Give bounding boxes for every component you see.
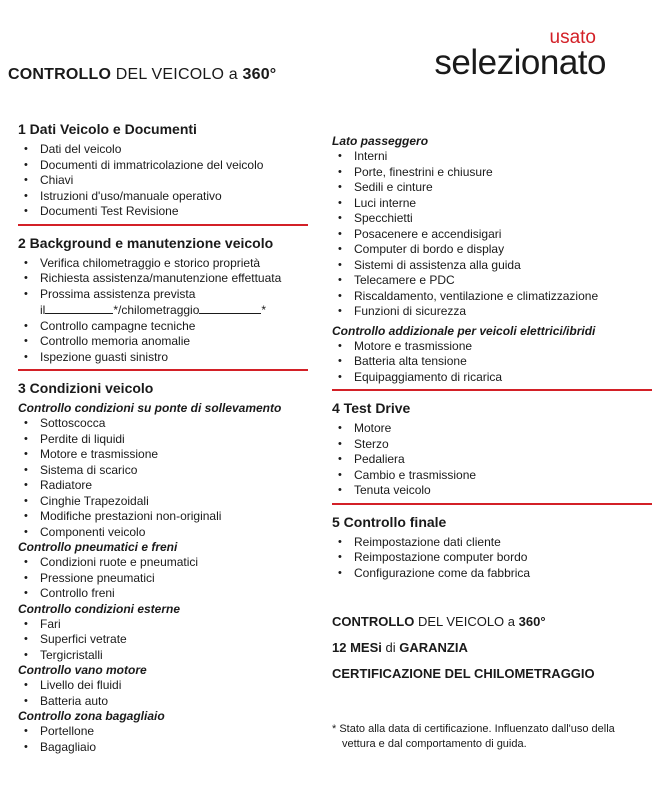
section-divider [332, 503, 652, 505]
list-item: • Batteria auto [18, 694, 308, 710]
title-bold: CONTROLLO [8, 66, 112, 83]
list-item: • Documenti Test Revisione [18, 204, 308, 220]
list-item: • Ispezione guasti sinistro [18, 350, 308, 366]
group-electric-list [332, 339, 652, 386]
warranty-di: di [385, 640, 396, 655]
list-item: • Riscaldamento, ventilazione e climatizzazione [332, 289, 652, 305]
list-item: • Bagagliaio [18, 740, 308, 756]
certification-text: CERTIFICAZIONE DEL CHILOMETRAGGIO [332, 666, 595, 681]
group-passenger-title: Lato passeggero [332, 134, 429, 148]
summary-block [332, 614, 652, 692]
section-2-list-continued [18, 319, 308, 366]
list-item: • Controllo memoria anomalie [18, 334, 308, 350]
list-item: • Specchietti [332, 211, 652, 227]
list-item: • Sedili e cinture [332, 180, 652, 196]
section-divider [332, 389, 652, 391]
list-item: • Computer di bordo e display [332, 242, 652, 258]
list-item: • Pedaliera [332, 452, 652, 468]
group-lift-title: Controllo condizioni su ponte di sollevamento [18, 401, 282, 415]
list-item: • Cinghie Trapezoidali [18, 494, 308, 510]
blank-prefix: il [40, 303, 46, 317]
list-item: • Batteria alta tensione [332, 354, 652, 370]
summary-light: DEL VEICOLO a [417, 614, 516, 629]
page-title [8, 66, 276, 84]
brand-logo [434, 27, 606, 82]
footnote-line-2: vettura e dal comportamento di guida. [342, 738, 527, 750]
list-item: • Cambio e trasmissione [332, 468, 652, 484]
list-item: • Motore e trasmissione [18, 447, 308, 463]
list-item: • Interni [332, 149, 652, 165]
list-item: • Condizioni ruote e pneumatici [18, 555, 308, 571]
group-exterior-title: Controllo condizioni esterne [18, 601, 181, 616]
title-light: DEL VEICOLO a [115, 66, 238, 83]
list-item: • Fari [18, 617, 308, 633]
summary-line-warranty [332, 640, 652, 656]
section-divider [18, 224, 308, 226]
list-item: • Portellone [18, 724, 308, 740]
warranty-months: 12 MESi [332, 640, 382, 655]
list-item: • Chiavi [18, 173, 308, 189]
section-1-list [18, 142, 308, 220]
list-item: • Dati del veicolo [18, 142, 308, 158]
section-1-title: 1 Dati Veicolo e Documenti [18, 121, 197, 137]
section-5-list [332, 535, 652, 582]
section-divider [18, 369, 308, 371]
list-item: • Superfici vetrate [18, 632, 308, 648]
list-item: • Porte, finestrini e chiusure [332, 165, 652, 181]
list-item: • Prossima assistenza prevista [18, 287, 308, 303]
blank-mid: */chilometraggio [113, 303, 200, 317]
group-tyres-list [18, 555, 308, 602]
list-item: • Sottoscocca [18, 416, 308, 432]
section-3-title: 3 Condizioni veicolo [18, 380, 154, 396]
section-4-title: 4 Test Drive [332, 400, 411, 416]
list-item: • Posacenere e accendisigari [332, 227, 652, 243]
footnote [332, 722, 652, 752]
list-item: • Pressione pneumatici [18, 571, 308, 587]
section-2-title: 2 Background e manutenzione veicolo [18, 234, 274, 251]
summary-line-360 [332, 614, 652, 630]
title-degree: 360° [242, 66, 277, 83]
group-passenger-list [332, 149, 652, 320]
group-tyres-title: Controllo pneumatici e freni [18, 540, 178, 554]
list-item: • Equipaggiamento di ricarica [332, 370, 652, 386]
list-item: • Motore e trasmissione [332, 339, 652, 355]
km-blank [199, 302, 261, 314]
list-item: • Controllo campagne tecniche [18, 319, 308, 335]
next-service-blank-line [18, 302, 308, 319]
group-exterior-list [18, 617, 308, 664]
list-item: • Istruzioni d'uso/manuale operativo [18, 189, 308, 205]
list-item: • Reimpostazione computer bordo [332, 550, 652, 566]
list-item: • Richiesta assistenza/manutenzione effettuata [18, 271, 308, 287]
list-item: • Sistema di scarico [18, 463, 308, 479]
list-item: • Tenuta veicolo [332, 483, 652, 499]
list-item: • Luci interne [332, 196, 652, 212]
list-item: • Funzioni di sicurezza [332, 304, 652, 320]
list-item: • Documenti di immatricolazione del veicolo [18, 158, 308, 174]
list-item: • Sterzo [332, 437, 652, 453]
list-item: • Modifiche prestazioni non-originali [18, 509, 308, 525]
summary-degree: 360° [518, 614, 546, 629]
summary-line-certification [332, 666, 652, 682]
logo-selezionato: selezionato [434, 43, 606, 82]
footnote-line-1: * Stato alla data di certificazione. Influenzato dall'uso della [332, 723, 615, 735]
blank-suffix: * [261, 303, 267, 317]
date-blank [45, 302, 113, 314]
group-boot-title: Controllo zona bagagliaio [18, 709, 165, 723]
list-item: • Radiatore [18, 478, 308, 494]
section-4-list [332, 421, 652, 499]
summary-bold: CONTROLLO [332, 614, 415, 629]
right-column [332, 134, 652, 581]
section-2-list [18, 256, 308, 303]
list-item: • Reimpostazione dati cliente [332, 535, 652, 551]
list-item: • Verifica chilometraggio e storico proprietà [18, 256, 308, 272]
left-column [18, 120, 308, 755]
list-item: • Perdite di liquidi [18, 432, 308, 448]
list-item: • Livello dei fluidi [18, 678, 308, 694]
group-electric-title: Controllo addizionale per veicoli elettrici/ibridi [332, 323, 596, 338]
list-item: • Componenti veicolo [18, 525, 308, 541]
list-item: • Configurazione come da fabbrica [332, 566, 652, 582]
group-engine-bay-title: Controllo vano motore [18, 663, 147, 677]
warranty-word: GARANZIA [399, 640, 468, 655]
group-boot-list [18, 724, 308, 755]
section-5-title: 5 Controllo finale [332, 513, 447, 530]
list-item: • Controllo freni [18, 586, 308, 602]
list-item: • Tergicristalli [18, 648, 308, 664]
list-item: • Motore [332, 421, 652, 437]
group-engine-bay-list [18, 678, 308, 709]
list-item: • Sistemi di assistenza alla guida [332, 258, 652, 274]
list-item: • Telecamere e PDC [332, 273, 652, 289]
logo-usato: usato [549, 27, 596, 48]
group-lift-list [18, 416, 308, 540]
